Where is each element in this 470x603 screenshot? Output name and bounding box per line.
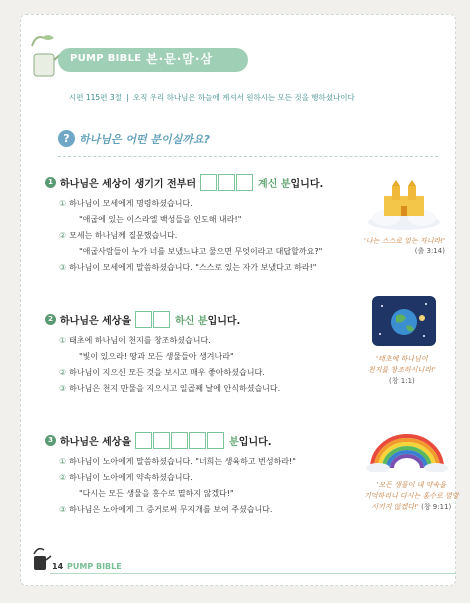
- list-item: ② 모세는 하나님께 질문했습니다.: [59, 231, 178, 240]
- watering-can-icon: [30, 544, 52, 572]
- heading-prefix: 하나님은 세상을: [60, 436, 132, 448]
- item-list: [45, 196, 323, 276]
- heading-highlight: 분: [229, 436, 239, 448]
- divider: [127, 94, 128, 102]
- heading-prefix: 하나님은 세상이 생기기 전부터: [60, 178, 197, 190]
- list-item: "다시는 모든 생물을 홍수로 멸하지 않겠다!": [79, 489, 234, 498]
- footer-brand: PUMP BIBLE: [67, 562, 122, 571]
- list-item: ③ 하나님이 모세에게 말씀하셨습니다. "스스로 있는 자가 보냈다고 하라!": [59, 263, 317, 272]
- verse-line: [69, 92, 355, 103]
- answer-blank[interactable]: [207, 432, 224, 449]
- list-item: ② 하나님이 노아에게 약속하셨습니다.: [59, 473, 193, 482]
- brand-label: PUMP BIBLE: [70, 53, 142, 64]
- section-heading: [45, 309, 280, 329]
- heading-suffix: 입니다.: [290, 178, 324, 190]
- list-item: ① 태초에 하나님이 천지를 창조하셨습니다.: [59, 336, 211, 345]
- section-subtitle: 본·문·맘·삼: [146, 52, 214, 66]
- answer-blank[interactable]: [153, 311, 170, 328]
- item-list: [45, 454, 296, 518]
- heading-suffix: 입니다.: [207, 315, 241, 327]
- answer-blank[interactable]: [200, 174, 217, 191]
- list-item: "애굽에 있는 이스라엘 백성들을 인도해 내라!": [79, 215, 242, 224]
- section-number-badge: 2: [45, 314, 56, 325]
- list-item: ③ 하나님은 천지 만물을 지으시고 일곱째 날에 안식하셨습니다.: [59, 384, 281, 393]
- earth-in-space-illustration: [372, 296, 436, 346]
- golden-castle-illustration: [366, 178, 442, 230]
- answer-blank[interactable]: [135, 432, 152, 449]
- section-3: [45, 430, 296, 518]
- answer-blanks[interactable]: [135, 432, 225, 449]
- heading-highlight: 하신 분: [175, 315, 208, 327]
- answer-blank[interactable]: [189, 432, 206, 449]
- footer-divider: [50, 573, 456, 574]
- answer-blanks[interactable]: [135, 311, 171, 328]
- page-number: 14: [52, 562, 64, 571]
- item-list: [45, 333, 280, 397]
- section-1: [45, 172, 323, 276]
- section-number-badge: 1: [45, 177, 56, 188]
- answer-blank[interactable]: [153, 432, 170, 449]
- verse-ref: 시편 115편 3절: [69, 93, 122, 102]
- answer-blank[interactable]: [171, 432, 188, 449]
- list-item: ③ 하나님은 노아에게 그 증거로써 무지개를 보여 주셨습니다.: [59, 505, 273, 514]
- section-heading: [45, 172, 323, 192]
- answer-blank[interactable]: [236, 174, 253, 191]
- rainbow-illustration: [366, 428, 448, 472]
- answer-blank[interactable]: [135, 311, 152, 328]
- list-item: ① 하나님이 모세에게 명령하셨습니다.: [59, 199, 193, 208]
- list-item: ② 하나님이 지으신 모든 것을 보시고 매우 좋아하셨습니다.: [59, 368, 265, 377]
- section-heading: [45, 430, 296, 450]
- list-item: ① 하나님이 노아에게 말씀하셨습니다. "너희는 생육하고 번성하라!": [59, 457, 296, 466]
- verse-text: 오직 우리 하나님은 하늘에 계셔서 원하시는 모든 것을 행하셨나이다: [132, 93, 355, 102]
- section-2: [45, 309, 280, 397]
- heading-suffix: 입니다.: [238, 436, 272, 448]
- heading-prefix: 하나님은 세상을: [60, 315, 132, 327]
- question-icon: ?: [58, 130, 75, 147]
- answer-blank[interactable]: [218, 174, 235, 191]
- list-item: "애굽사람들이 누가 너를 보냈느냐고 물으면 무엇이라고 대답할까요?": [79, 247, 323, 256]
- question-title: 하나님은 어떤 분이실까요?: [79, 133, 210, 146]
- divider: [58, 156, 438, 157]
- illustration-caption: '모든 생물이 내 약속을 기억하리니 다시는 홍수로 멸망 시키지 않겠다!' (창 9:11): [364, 481, 459, 511]
- illustration-caption: '태초에 하나님이 천지를 창조하시니라!' (창 1:1): [368, 355, 436, 385]
- list-item: "빛이 있으라! 땅과 모든 생물들아 생겨나라": [79, 352, 234, 361]
- illustration-caption: '나는 스스로 있는 자니라!' (출 3:14): [364, 237, 445, 255]
- answer-blanks[interactable]: [200, 174, 254, 191]
- watering-can-icon: [26, 32, 62, 78]
- section-number-badge: 3: [45, 435, 56, 446]
- heading-highlight: 계신 분: [258, 178, 291, 190]
